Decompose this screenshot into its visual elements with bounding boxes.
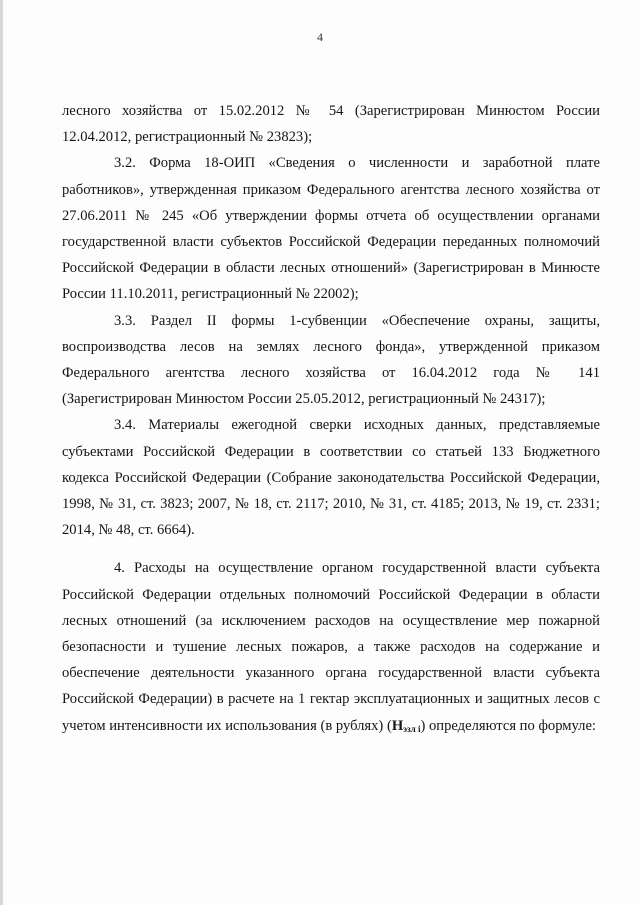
paragraph-3-3: 3.3. Раздел II формы 1-субвенции «Обеспечение охраны, защиты, воспроизводства лесов на землях лесного фонда», утвержденной приказом Федерального агентства лесного хозяйства от 16.04.2012 года № 141 (Зарегистрирован Минюстом России 25.05.2012, регистрационный № 24317);: [62, 312, 600, 408]
page-number: 4: [317, 30, 323, 44]
paragraph-4: [62, 555, 600, 741]
formula-symbol: Н: [391, 717, 404, 734]
formula-subscript: эзл i: [403, 723, 421, 734]
paragraph-continuation: лесного хозяйства от 15.02.2012 № 54 (Зарегистрирован Минюстом России 12.04.2012, регистрационный № 23823);: [62, 103, 600, 146]
paragraph-3-2: 3.2. Форма 18-ОИП «Сведения о численности и заработной плате работников», утвержденная приказом Федерального агентства лесного хозяйства от 27.06.2011 № 245 «Об утверждении формы отчета об осуществлении органами государственной власти субъектов Российской Федерации переданных полномочий Российской Федерации в области лесных отношений» (Зарегистрирован в Минюсте России 11.10.2011, регистрационный № 22002);: [62, 155, 600, 303]
paragraph-3-4: 3.4. Материалы ежегодной сверки исходных данных, представляемые субъектами Российской Федерации в соответствии со статьей 133 Бюджетного кодекса Российской Федерации (Собрание законодательства Российской Федерации, 1998, № 31, ст. 3823; 2007, № 18, ст. 2117; 2010, № 31, ст. 4185; 2013, № 19, ст. 2331; 2014, № 48, ст. 6664).: [62, 417, 600, 539]
paragraph-4-text: 4. Расходы на осуществление органом государственной власти субъекта Российской Федерации отдельных полномочий Российской Федерации в области лесных отношений (за исключением расходов на осуществление мер пожарной безопасности и тушение лесных пожаров, а также расходов на содержание и обеспечение деятельности указанного органа государственной власти субъекта Российской Федерации) в расчете на 1 гектар эксплуатационных и защитных лесов с учетом интенсивности их использования (в рублях) (: [62, 560, 600, 734]
body-text: [62, 98, 600, 742]
paragraph-4-ending: ) определяются по формуле:: [420, 717, 596, 734]
scan-edge: [0, 0, 3, 905]
